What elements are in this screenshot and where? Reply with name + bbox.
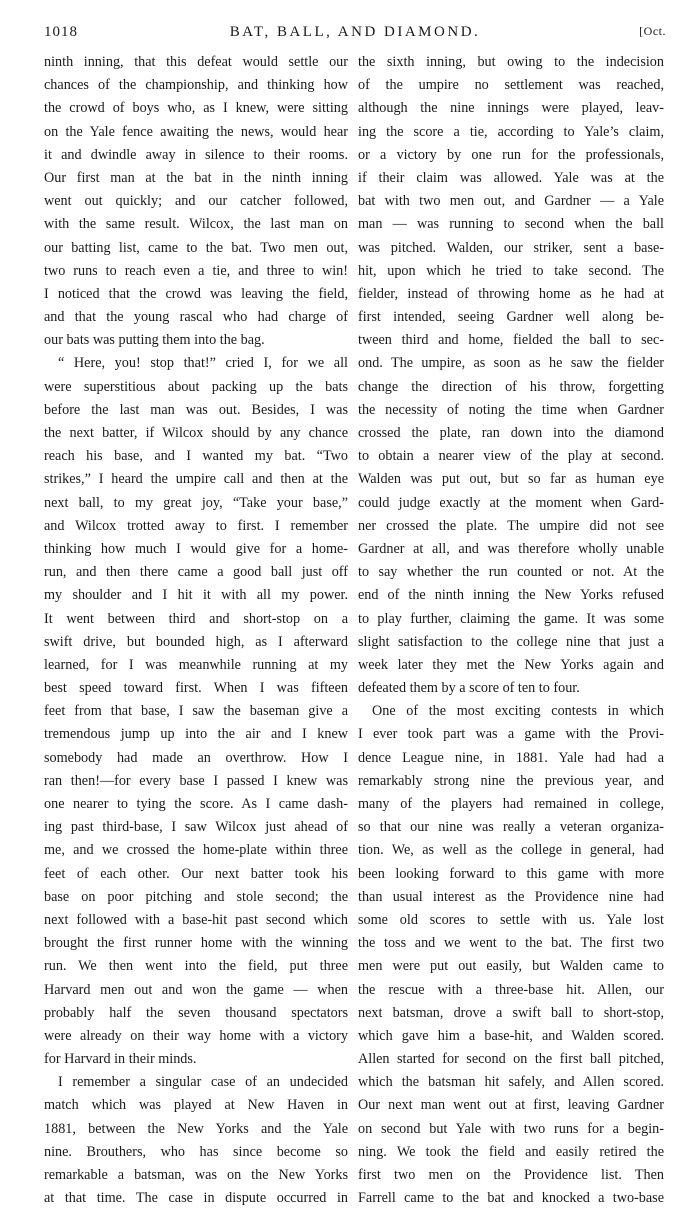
- text-line: Harvard men out and won the game — when: [44, 981, 348, 998]
- text-line: best speed toward first. When I was fifteen: [44, 680, 348, 697]
- running-title: BAT, BALL, AND DIAMOND.: [229, 24, 481, 40]
- text-line: hit, upon which he tried to take second. The: [358, 262, 664, 279]
- text-line: match which was played at New Haven in: [44, 1097, 348, 1114]
- text-line: end of the ninth inning the New Yorks refused: [358, 587, 664, 604]
- text-line: before the last man was out. Besides, I was: [44, 401, 348, 418]
- text-line: Walden was put out, but so far as human eye: [358, 471, 664, 488]
- text-line: although the nine innings were played, leav-: [358, 100, 664, 117]
- text-line: dence League nine, in 1881. Yale had had a: [358, 749, 664, 766]
- text-line: ner crossed the plate. The umpire did not see: [358, 517, 664, 534]
- text-line: me, and we crossed the home-plate within three: [44, 842, 348, 859]
- text-line: I ever took part was a game with the Provi-: [358, 726, 664, 743]
- text-line: ing the score a tie, according to Yale’s claim,: [358, 123, 664, 140]
- text-line: change the direction of his throw, forgetting: [358, 378, 664, 395]
- text-line: men were put out easily, but Walden came to: [358, 958, 664, 975]
- text-line: could judge exactly at the moment when Gard-: [358, 494, 664, 511]
- text-line: I noticed that the crowd was leaving the field,: [44, 285, 348, 302]
- text-line: defeated them by a score of ten to four.: [358, 680, 580, 697]
- text-line: to play further, claiming the game. It was some: [358, 610, 664, 627]
- text-line: fielder, instead of throwing home as he had at: [358, 285, 664, 302]
- text-line: strikes,” I heard the umpire call and then at the: [44, 471, 348, 488]
- text-line: which the batsman hit safely, and Allen scored.: [358, 1074, 664, 1091]
- text-line: one nearer to tying the score. As I came dash-: [44, 796, 348, 812]
- text-line: week later they met the New Yorks again and: [358, 656, 664, 673]
- text-line: remarkably strong nine the previous year, and: [358, 772, 664, 789]
- text-line: ning. We took the field and easily retired the: [358, 1143, 664, 1160]
- text-line: “ Here, you! stop that!” cried I, for we all: [58, 355, 348, 372]
- text-line: base on poor pitching and stole second; the: [44, 888, 348, 905]
- text-line: the toss and we went to the bat. The first two: [358, 935, 664, 952]
- text-line: I remember a singular case of an undecided: [58, 1074, 348, 1091]
- text-line: than usual interest as the Providence nine had: [358, 888, 664, 905]
- text-line: if their claim was allowed. Yale was at the: [358, 169, 664, 186]
- text-line: were superstitious about packing up the bats: [44, 378, 348, 395]
- text-line: two runs to reach even a tie, and three to win!: [44, 262, 348, 279]
- text-line: probably half the seven thousand spectators: [44, 1004, 348, 1021]
- text-line: It went between third and short-stop on a: [44, 610, 348, 627]
- text-line: some old scores to settle with us. Yale lost: [358, 911, 664, 928]
- text-line: slight satisfaction to the college nine that just a: [358, 633, 664, 650]
- text-line: went out quickly; and our catcher followed,: [44, 193, 348, 210]
- text-line: the sixth inning, but owing to the indecision: [358, 54, 664, 70]
- left-text-column: [44, 51, 348, 1210]
- text-line: so that our nine was really a veteran organiza-: [358, 819, 664, 836]
- text-line: feet of each other. Our next batter took his: [44, 865, 348, 882]
- text-line: to say whether the run counted or not. At the: [358, 564, 664, 581]
- text-line: and Wilcox trotted away to first. I remember: [44, 517, 348, 534]
- text-line: of the umpire no settlement was reached,: [358, 77, 664, 94]
- text-line: our batting list, came to the bat. Two men out,: [44, 239, 348, 256]
- text-line: the rescue with a three-base hit. Allen, our: [358, 981, 664, 998]
- text-line: somebody had made an overthrow. How I: [44, 749, 348, 766]
- right-text-column: [358, 51, 664, 1210]
- text-line: run. We then went into the field, put three: [44, 958, 348, 975]
- text-line: at that time. The case in dispute occurred in: [44, 1190, 348, 1207]
- text-line: our bats was putting them into the bag.: [44, 332, 265, 349]
- text-line: tween third and home, fielded the ball to sec-: [358, 332, 664, 349]
- text-line: crossed the plate, ran down into the diamond: [358, 425, 664, 441]
- text-line: ninth inning, that this defeat would settle our: [44, 54, 348, 70]
- text-line: first intended, seeing Gardner well along be-: [358, 309, 664, 326]
- page-number: 1018: [44, 24, 78, 40]
- page-header: [44, 24, 666, 46]
- text-line: been looking forward to this game with more: [358, 865, 664, 882]
- text-line: was pitched. Walden, our striker, sent a base-: [358, 239, 664, 256]
- issue-month: [Oct.: [639, 24, 666, 38]
- text-line: it and dwindle away in silence to their rooms.: [44, 146, 348, 163]
- text-line: brought the first runner home with the winning: [44, 935, 348, 952]
- text-line: on second but Yale with two runs for a begin-: [358, 1120, 664, 1137]
- text-line: thinking how much I would give for a home-: [44, 540, 348, 557]
- text-line: Gardner at all, and was therefore wholly unable: [358, 540, 664, 557]
- text-line: on the Yale fence awaiting the news, would hear: [44, 123, 348, 140]
- text-line: Our first man at the bat in the ninth inning: [44, 169, 348, 186]
- text-line: One of the most exciting contests in which: [372, 703, 664, 720]
- text-line: Allen started for second on the first ball pitched,: [358, 1051, 664, 1068]
- text-line: run, and then there came a good ball just off: [44, 564, 348, 581]
- text-line: with the same result. Wilcox, the last man on: [44, 216, 348, 233]
- text-line: remarkable a batsman, was on the New Yorks: [44, 1167, 348, 1183]
- text-line: next batsman, drove a swift ball to short-stop,: [358, 1004, 664, 1021]
- text-line: were already on their way home with a victory: [44, 1027, 348, 1044]
- text-line: tremendous jump up into the air and I knew: [44, 726, 348, 743]
- text-line: next followed with a base-hit past second which: [44, 911, 348, 928]
- text-line: my shoulder and I hit it with all my power.: [44, 587, 348, 604]
- text-line: and that the young rascal who had charge of: [44, 309, 348, 326]
- text-line: for Harvard in their minds.: [44, 1051, 197, 1068]
- text-line: Our next man went out at first, leaving Gardner: [358, 1097, 664, 1114]
- text-line: nine. Brouthers, who has since become so: [44, 1143, 348, 1160]
- text-line: chances of the championship, and thinking how: [44, 77, 348, 94]
- text-line: bat with two men out, and Gardner — a Yale: [358, 193, 664, 210]
- text-line: reach his base, and I wanted my bat. “Two: [44, 448, 348, 465]
- text-line: many of the players had remained in college,: [358, 796, 664, 812]
- text-line: feet from that base, I saw the baseman give a: [44, 703, 348, 720]
- text-line: swift drive, but bounded high, as I afterward: [44, 633, 348, 650]
- text-line: which gave him a base-hit, and Walden scored.: [358, 1027, 664, 1044]
- text-line: next ball, to my great joy, “Take your base,”: [44, 494, 348, 511]
- text-line: ing past third-base, I saw Wilcox just ahead of: [44, 819, 348, 836]
- text-line: ond. The umpire, as soon as he saw the fielder: [358, 355, 664, 372]
- text-line: man — was running to second when the ball: [358, 216, 664, 233]
- text-line: ran then!—for every base I passed I knew was: [44, 772, 348, 789]
- text-line: the necessity of noting the time when Gardner: [358, 401, 664, 418]
- text-line: 1881, between the New Yorks and the Yale: [44, 1120, 348, 1137]
- text-line: to obtain a nearer view of the play at second.: [358, 448, 664, 465]
- text-line: first two men on the Providence list. Then: [358, 1167, 664, 1183]
- text-line: the crowd of boys who, as I knew, were sitting: [44, 100, 348, 117]
- text-line: learned, for I was meanwhile running at my: [44, 656, 348, 673]
- text-line: the next batter, if Wilcox should by any chance: [44, 425, 348, 441]
- text-line: or a victory by one run for the professionals,: [358, 146, 664, 163]
- text-line: tion. We, as well as the college in general, had: [358, 842, 664, 859]
- text-line: Farrell came to the bat and knocked a two-base: [358, 1190, 664, 1207]
